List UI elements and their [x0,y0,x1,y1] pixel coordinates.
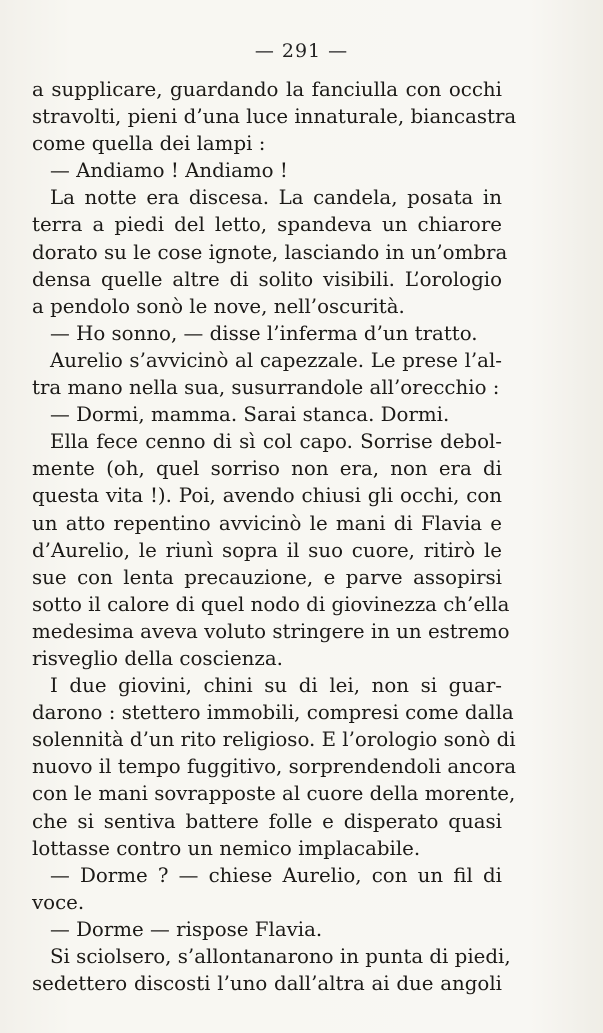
text-line: terra a piedi del letto, spandeva un chiarore [32,213,502,237]
text-line: medesima aveva voluto stringere in un estremo [32,619,510,643]
text-line: — Dormi, mamma. Sarai stanca. Dormi. [50,403,450,427]
text-line: questa vita !). Poi, avendo chiusi gli occhi, con [32,484,502,508]
text-line: La notte era discesa. La candela, posata in [50,186,502,210]
text-line: stravolti, pieni d’una luce innaturale, biancastra [32,105,517,129]
text-line: che si sentiva battere folle e disperato quasi [32,809,502,833]
text-line: densa quelle altre di solito visibili. L’orologio [32,267,502,291]
text-line: risveglio della coscienza. [32,646,283,670]
text-line: — Dorme ? — chiese Aurelio, con un fil di [50,863,502,887]
text-line: sotto il calore di quel nodo di giovinezza ch’ella [32,592,510,616]
text-line: lottasse contro un nemico implacabile. [32,836,421,860]
text-line: — Ho sonno, — disse l’inferma d’un tratto. [50,321,478,345]
text-line: d’Aurelio, le riunì sopra il suo cuore, ritirò le [32,538,502,562]
text-line: un atto repentino avvicinò le mani di Flavia e [32,511,502,535]
text-line: a pendolo sonò le nove, nell’oscurità. [32,294,405,318]
text-line: — Dorme — rispose Flavia. [50,917,323,941]
text-line: — Andiamo ! Andiamo ! [50,159,288,183]
page-number: — 291 — [254,40,349,62]
text-line: Ella fece cenno di sì col capo. Sorrise debol- [50,430,502,454]
text-line: sedettero discosti l’uno dall’altra ai due angoli [32,972,502,996]
text-line: dorato su le cose ignote, lasciando in un’ombra [32,240,508,264]
text-line: nuovo il tempo fuggitivo, sorprendendoli ancora [32,755,517,779]
text-line: darono : stettero immobili, compresi come dalla [32,701,514,725]
text-line: Aurelio s’avvicinò al capezzale. Le prese l’al- [50,348,502,372]
body-text [32,76,517,997]
text-line: voce. [32,890,85,914]
text-line: I due giovini, chini su di lei, non si guar- [50,674,502,698]
text-line: con le mani sovrapposte al cuore della morente, [32,782,516,806]
text-line: solennità d’un rito religioso. E l’orologio sonò di [32,728,516,752]
text-line: Si sciolsero, s’allontanarono in punta di piedi, [50,945,511,968]
text-line: tra mano nella sua, susurrandole all’orecchio : [32,376,500,400]
text-line: mente (oh, quel sorriso non era, non era di [32,457,502,481]
text-line: come quella dei lampi : [32,132,266,156]
text-line: a supplicare, guardando la fanciulla con occhi [32,78,502,101]
text-line: sue con lenta precauzione, e parve assopirsi [32,565,502,589]
